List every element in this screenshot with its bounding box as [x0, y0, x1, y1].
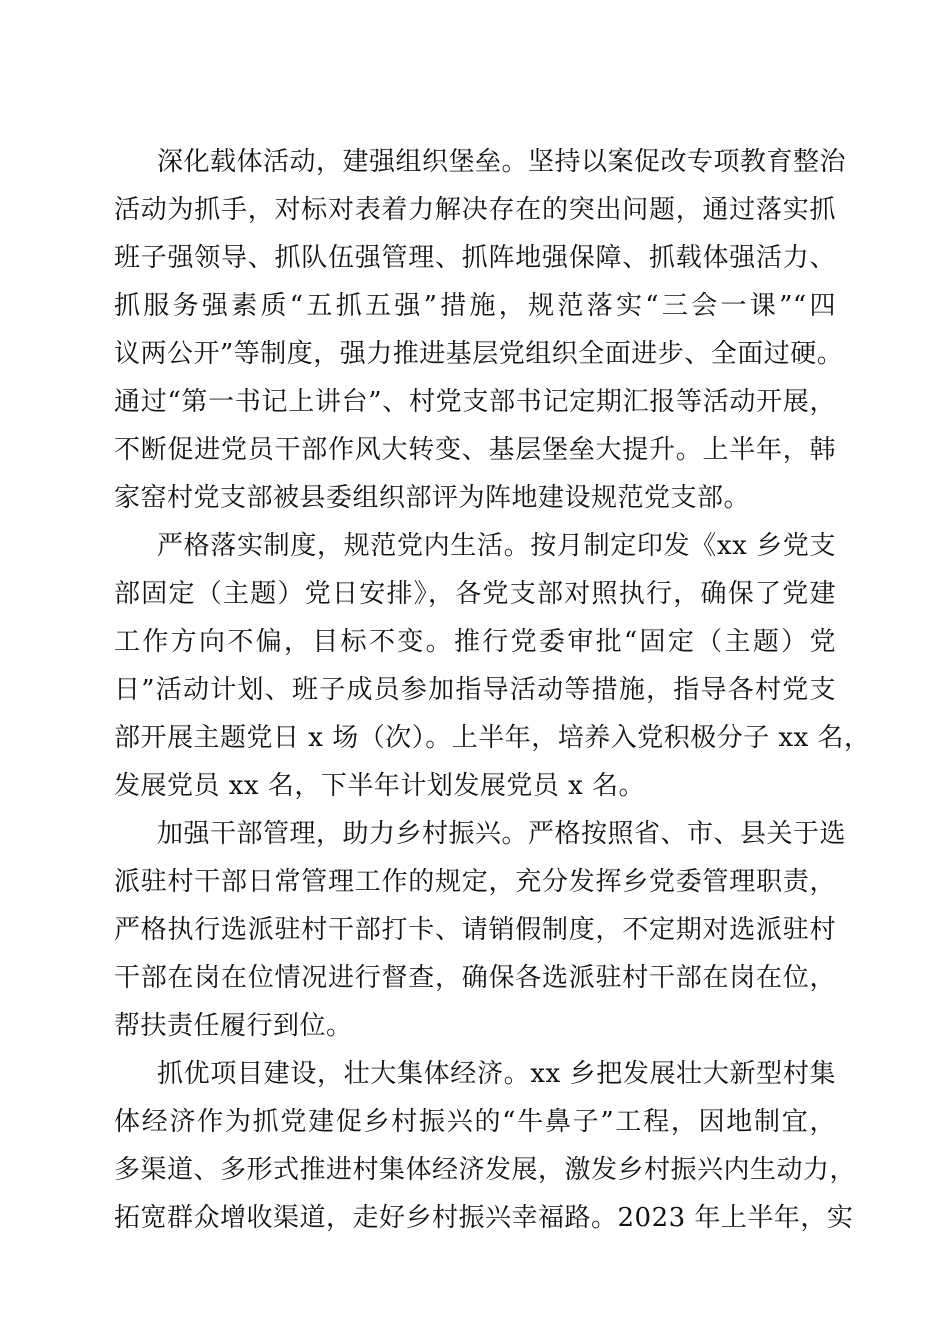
text-line: 班子强领导、抓队伍强管理、抓阵地强保障、抓载体强活力、	[114, 243, 836, 273]
text-line: 部固定（主题）党日安排》，各党支部对照执行，确保了党建	[114, 579, 836, 609]
text-line: 体经济作为抓党建促乡村振兴的“牛鼻子”工程，因地制宜，	[114, 1107, 836, 1137]
text-line: 多渠道、多形式推进村集体经济发展，激发乡村振兴内生动力，	[114, 1155, 857, 1185]
text-line: 工作方向不偏，目标不变。推行党委审批“固定（主题）党	[114, 627, 836, 657]
text-line: 加强干部管理，助力乡村振兴。严格按照省、市、县关于选	[157, 819, 847, 849]
text-line: 严格执行选派驻村干部打卡、请销假制度，不定期对选派驻村	[114, 915, 836, 945]
text-line: 抓优项目建设，壮大集体经济。xx 乡把发展壮大新型村集	[157, 1059, 836, 1089]
text-line: 议两公开”等制度，强力推进基层党组织全面进步、全面过硬。	[114, 339, 844, 369]
text-line: 发展党员 xx 名，下半年计划发展党员 x 名。	[114, 771, 646, 801]
text-line: 抓服务强素质“五抓五强”措施，规范落实“三会一课”“四	[114, 291, 836, 321]
text-line: 通过“第一书记上讲台”、村党支部书记定期汇报等活动开展，	[114, 387, 836, 417]
text-line: 帮扶责任履行到位。	[114, 1011, 353, 1041]
text-line: 干部在岗在位情况进行督查，确保各选派驻村干部在岗在位，	[114, 963, 836, 993]
text-line: 严格落实制度，规范党内生活。按月制定印发《xx 乡党支	[157, 531, 836, 561]
text-line: 派驻村干部日常管理工作的规定，充分发挥乡党委管理职责，	[114, 867, 836, 897]
text-line: 拓宽群众增收渠道，走好乡村振兴幸福路。2023 年上半年，实	[114, 1203, 854, 1233]
text-line: 不断促进党员干部作风大转变、基层堡垒大提升。上半年，韩	[114, 435, 836, 465]
text-line: 深化载体活动，建强组织堡垒。坚持以案促改专项教育整治	[157, 147, 847, 177]
text-line: 日”活动计划、班子成员参加指导活动等措施，指导各村党支	[114, 675, 836, 705]
text-line: 家窑村党支部被县委组织部评为阵地建设规范党支部。	[114, 483, 751, 513]
text-line: 活动为抓手，对标对表着力解决存在的突出问题，通过落实抓	[114, 195, 836, 225]
text-line: 部开展主题党日 x 场（次）。上半年，培养入党积极分子 xx 名，	[114, 723, 871, 753]
